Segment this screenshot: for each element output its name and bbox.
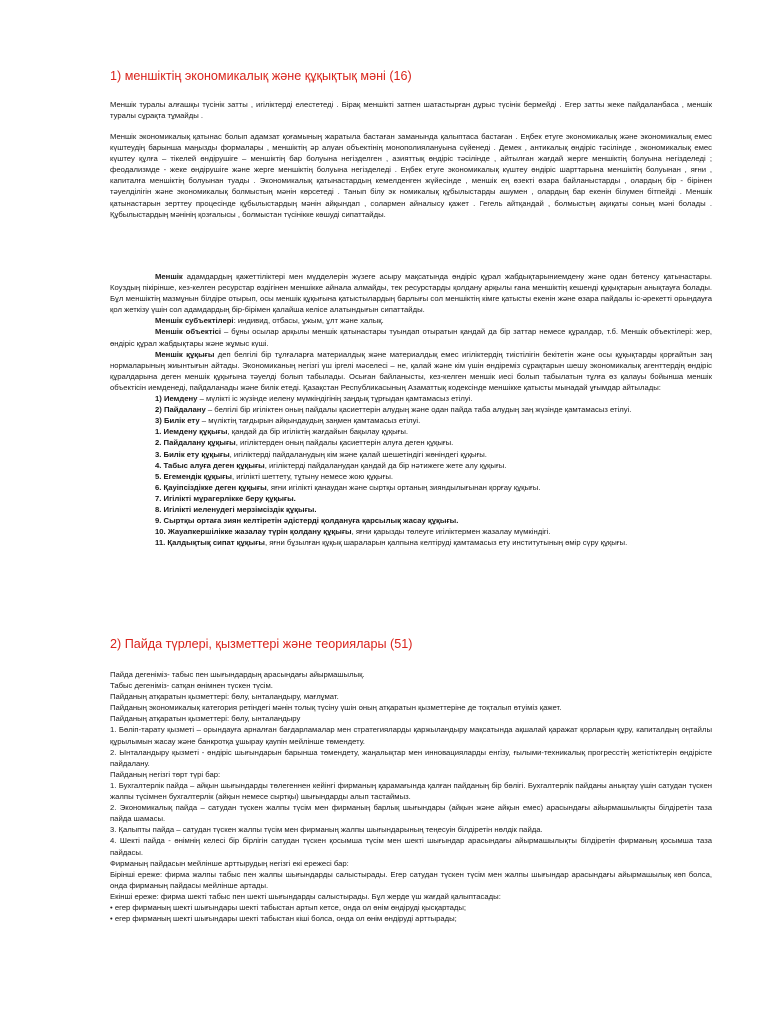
paragraph: 1. Бухгалтерлік пайда – айқын шығындарды төлегеннен кейінгі фирманың қарамағында қалған пайданың бір бөлігі. Бухгалтерлік пайданы анықтау үшін сатудан түскен жалпы түсімнен бухгалтерлік (айқын немесе сыртқы) шығындарды алып тастаймыз. xyxy=(110,780,712,802)
paragraph: Меншік туралы алғашқы түсінік затты , игіліктерді елестетеді . Бірақ меншікті затпен шатастырған дұрыс түсінік бермейді . Егер затты жеке пайдаланбаса , меншік туралы сұрақта тұмайды . xyxy=(110,100,712,121)
paragraph: Пайданың экономикалық категория ретіндегі мәнін толық түсіну үшін оның атқаратын қызметтеріне де тоқталып өтуіміз қажет. xyxy=(110,703,562,713)
right-term: 3. Билік ету құқығы xyxy=(155,449,230,459)
paragraph xyxy=(110,315,712,326)
term: 11. Қалдықтық сипат құқығы xyxy=(155,538,265,548)
section-1-title: 1) меншіктің экономикалық және құқықтық мәні (16) xyxy=(110,69,412,83)
paragraph: Бірінші ереже: фирма жалпы табыс пен жалпы шығындарды салыстырады. Егер сатудан түскен түсім мен жалпы шығындар арасындағы айырмашылық көп болса, онда фирманың пайдасы мейлінше артады. xyxy=(110,869,712,890)
right-item xyxy=(110,504,712,515)
right-description: , игіліктерді пайдаланудан қандай да бір нәтижеге жете алу құқығы. xyxy=(264,460,507,470)
term-definition: – мүлікті іс жүзінде иелену мүмкіндігінің заңдық тұрғыдан қамтамасыз етілуі. xyxy=(197,394,473,404)
paragraph: 4. Шекті пайда - өнімнің келесі бір бірлігін сатудан түскен қосымша түсім мен шекті шығындар арасындағы айырмашылықты білдіретін фирманың қосымша таза пайдасы. xyxy=(110,836,712,857)
paragraph: • егер фирманың шекті шығындары шекті табыстан артып кетсе, онда ол өнім өндіруді қысқартады; xyxy=(110,902,467,912)
right-item xyxy=(110,460,712,471)
term-definition: адамдардың қажеттіліктері мен мүдделерін жүзеге асыру мақсатында өндіріс құрал жабдықтарыниемдену және одан бөтенсу қатынастары. Коуздың пікірінше, кез-келген ресурстар өздігінен меншікке айнала алмайды, тек ресурстарды қолдану арқылы ғана меншіктің кешенді құқықтарын анықтауға болады. Бұл меншіктің мазмұнын білдіре отырып, осы меншік құқығына қатыстылардың барлығы сол меншіктің кімге қатысты екенін және өзара пайдалы іс-әрекетті орындауға қол жеткізу үшін сол адамдардың бір-бірімен қалайша келісе алатындығын сипаттайды. xyxy=(110,272,712,315)
right-item xyxy=(110,526,712,537)
right-item xyxy=(110,437,712,448)
rights-list xyxy=(110,426,712,537)
paragraph: 3. Қалыпты пайда – сатудан түскен жалпы түсім мен фирманың жалпы шығындарының теңесуін білдіретін нөлдік пайда. xyxy=(110,825,543,835)
paragraph: 2. Ынталандыру қызметі - өндіріс шығындарын барынша төмендету, жаңалықтар мен инновацияларды енгізу, ғылыми-техникалық прогресстің жетістіктерін өндірісте пайдалану. xyxy=(110,747,712,768)
list-item xyxy=(110,537,712,548)
right-description: , яғни игілікті қанаудан және сыртқы ортаның зияндылығынан қорғау құқығы. xyxy=(266,482,541,492)
list-item xyxy=(110,393,712,404)
term-definition: : индивид, отбасы, ұжым, ұлт және халық. xyxy=(233,316,384,326)
right-term: 9. Сыртқы ортаға зиян келтіретін әдістерді қолдануға қарсылық жасау құқығы. xyxy=(155,516,459,526)
term: Меншік объектісі xyxy=(155,327,222,337)
list-item xyxy=(110,404,712,415)
term-definition: – белгілі бір игіліктен оның пайдалы қасиеттерін алудың және одан пайда таба алудың заң жүзінде қамтамасыз етілуі. xyxy=(205,405,632,415)
right-term: 5. Егемендік құқығы xyxy=(155,471,232,481)
right-description: , игіліктерді пайдаланудың кім және қалай шешетіндігі жөніндегі құқығы. xyxy=(229,449,487,459)
section-2-title: 2) Пайда түрлері, қызметтері және теориялары (51) xyxy=(110,637,413,651)
right-item xyxy=(110,493,712,504)
paragraph: Пайда дегеніміз- табыс пен шығындардың арасындағы айырмашылық. xyxy=(110,670,365,679)
right-term: 7. Игілікті мұрагерлікке беру құқығы. xyxy=(155,493,296,503)
paragraph: 2. Экономикалық пайда – сатудан түскен жалпы түсім мен фирманың барлық шығындары (айқын және айқын емес) арасындағы айырмашылықты білдіретін таза пайда шамасы. xyxy=(110,803,712,824)
paragraph: 1. Бөліп-тарату қызметі – орындауға арналған бағдарламалар мен стратегияларды қаржыландыру мақсатында ақшалай қаражат қорларын құру, капиталдың оңтайлы құрылымын жасау және банкротқа ұшырау қаупін мейлінше төмендету. xyxy=(110,725,712,746)
paragraph: Пайданың атқаратын қызметтері: бөлу, ынталандыру, мағлұмат. xyxy=(110,692,339,702)
right-term: 2. Пайдалану құқығы xyxy=(155,438,236,448)
list-item xyxy=(110,415,712,426)
right-description: , игіліктерден оның пайдалы қасиеттерін алуға деген құқығы. xyxy=(235,438,454,448)
paragraph: Пайданың негізгі төрт түрі бар: xyxy=(110,769,221,779)
paragraph xyxy=(110,349,712,393)
paragraph: Екінші ереже: фирма шекті табыс пен шекті шығындарды салыстырады. Бұл жерде үш жағдай қалыптасады: xyxy=(110,891,501,901)
term: Меншік субъектілері xyxy=(155,316,234,326)
right-item xyxy=(110,449,712,460)
section-1-body xyxy=(110,131,712,220)
right-term: 1. Иемдену құқығы xyxy=(155,427,228,437)
term: Меншік құқығы xyxy=(155,349,215,359)
right-item xyxy=(110,482,712,493)
right-term: 6. Қауіпсіздікке деген құқығы xyxy=(155,482,267,492)
paragraph: • егер фирманың шекті шығындары шекті табыстан кіші болса, онда ол өнім өндіруді арттырады; xyxy=(110,914,457,924)
term: 1) Иемдену xyxy=(155,394,198,404)
right-term: 10. Жауапкершілікке жазалау түрін қолдану құқығы xyxy=(155,527,352,537)
right-description: , қандай да бір игіліктің жағдайын бақылау құқығы. xyxy=(227,427,409,437)
paragraph xyxy=(110,271,712,315)
paragraph: Фирманың пайдасын мейлінше арттырудың негізгі екі ережесі бар: xyxy=(110,858,349,868)
term-definition: – мүліктің тағдырын айқындаудың заңмен қамтамасыз етілуі. xyxy=(199,416,421,426)
right-term: 8. Игілікті иеленудегі мерзімсіздік құқығы. xyxy=(155,504,317,514)
term-definition: , яғни бұзылған құқық шараларын қалпына келтіруді қамтамасыз ету институтының өмір сүру құқығы. xyxy=(264,538,628,548)
right-term: 4. Табыс алуға деген құқығы xyxy=(155,460,265,470)
section-1-definitions xyxy=(110,271,712,548)
paragraph: Табыс дегеніміз- сатқан өнімнен түскен түсім. xyxy=(110,681,273,691)
paragraph xyxy=(110,326,712,348)
term: 2) Пайдалану xyxy=(155,405,206,415)
term-definition: деп белгілі бір тұлғаларға материалдық және материалдық емес игіліктердің тиістілігін бекітетін және осы құқықтарды қорғайтын заң нормаларының жиынтығын айтады. Экономиканың негізгі үш іргелі мәселесі – не, қалай және кім үшін өндіреміз сұрақтарын шешу экономикалық агенттердің өндіріс құралдарына деген меншік құқығына тәуелді болып табылады. Осыған байланысты, кез-келген меншік иесі болып табылатын тұлға өз қалауы бойынша меншік объектісін иемденеді, пайдаланады және билік етеді. Қазақстан Республикасының Азаматтық кодексінде меншікке қатысты мынадай ұғымдар айтылады: xyxy=(110,349,712,392)
paragraph: Меншік экономикалық қатынас болып адамзат қоғамының жаратыла бастаған заманында қалыптаса бастаған . Еңбек етуге экономикалық және экономикалық емес күштеудің барынша маңызды формалары , меншіктің әр алуан объектінің монополиялануына сүйенеді . Демек , антикалық өндіріс тәсілінде , экономикалық емес күштеу құлға – тікелей өндірушіге – меншіктің бар болуына негізделген , азияттық өндіріс тәсілінде , айтылған жағдай жерге меншіктің болуына негізделеді ; феодализмде - жеке өндірушіге және жерге меншіктің болуына негізделеді . Еңбек етуге экономикалық күштеу өндіріс шарттарына меншіктің болуынан , яғни , капиталға меншіктің болуынан туады . Экономикалық қатынастардың кемелденген жүйесінде , меншік ең өзекті өзара байланыстарды , олардың бір - бірінен тәуелділігін және экономикалық болмыстың мәнін көрсетеді . Танып білу эк номикалық құбылыстарды ашумен , олардың бар екенін білумен бітпейді . Меншік қатынастарын зерттеу процесінде құбылыстардың мәнін айқындап , солармен айналысу қажет . Гегель айтқандай , болмыстың ақиқаты соның мәні болады . Құбылыстардың мәнінің қозғалысы , болмыстан түсінікке көшуді сипаттайды. xyxy=(110,132,712,219)
right-item xyxy=(110,515,712,526)
section-2-body xyxy=(110,669,712,924)
right-description: , игілікті шеттету, тұтыну немесе жою құқығы. xyxy=(231,471,394,481)
right-item xyxy=(110,471,712,482)
right-item xyxy=(110,426,712,437)
right-description: , яғни қарызды төлеуге игіліктермен жазалау мүмкіндігі. xyxy=(351,527,551,537)
paragraph: Пайданың атқаратын қызметтері: бөлу, ынталандыру xyxy=(110,714,301,724)
term-definition: – бұны осылар арқылы меншік қатынастары туындап отыратын қандай да бір заттар немесе құралдар, т.б. Меншік объектілері: жер, өндіріс құрал жабдықтары және жұмыс күші. xyxy=(110,327,712,348)
term: 3) Билік ету xyxy=(155,416,200,426)
section-1-intro xyxy=(110,99,712,121)
term: Меншік xyxy=(155,272,183,281)
